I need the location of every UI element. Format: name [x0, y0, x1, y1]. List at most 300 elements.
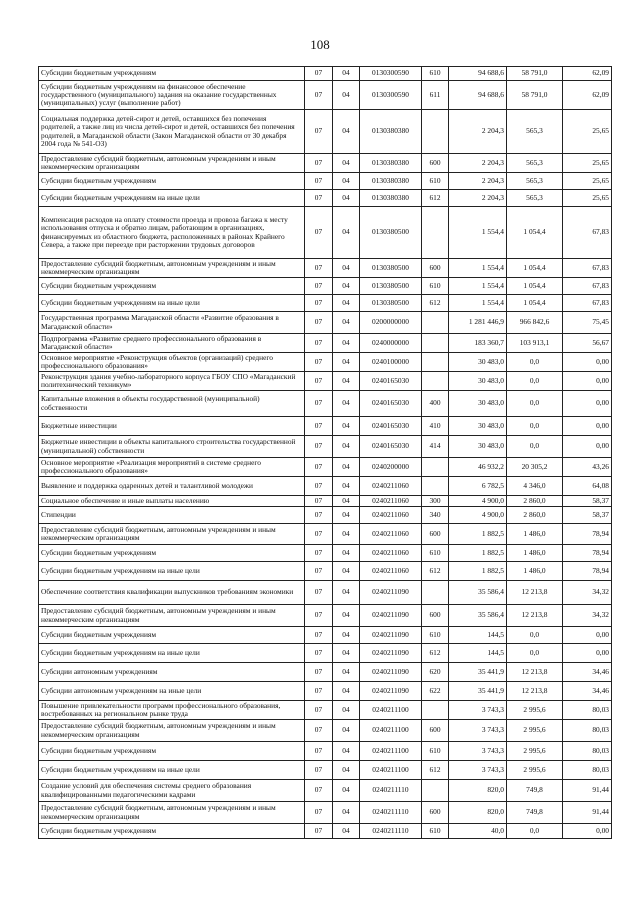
table-row — [39, 190, 612, 207]
section-code-cell: 07 — [305, 780, 333, 802]
target-article-cell: 0130300590 — [360, 67, 422, 81]
section-code-cell: 07 — [305, 417, 333, 436]
plan-amount-cell: 35 586,4 — [449, 605, 507, 627]
actual-amount-cell: 12 213,8 — [507, 581, 563, 605]
actual-amount-cell: 565,3 — [507, 190, 563, 207]
section-code-cell: 07 — [305, 682, 333, 701]
plan-amount-cell: 2 204,3 — [449, 190, 507, 207]
section-code-cell: 07 — [305, 644, 333, 663]
table-row — [39, 312, 612, 334]
expense-type-cell: 612 — [422, 295, 449, 312]
execution-percent-cell: 78,94 — [563, 562, 612, 581]
plan-amount-cell: 40,0 — [449, 824, 507, 839]
actual-amount-cell: 1 486,0 — [507, 545, 563, 562]
subsection-code-cell: 04 — [333, 81, 360, 110]
actual-amount-cell: 749,8 — [507, 780, 563, 802]
subsection-code-cell: 04 — [333, 605, 360, 627]
subsection-code-cell: 04 — [333, 173, 360, 190]
expense-type-cell: 600 — [422, 524, 449, 545]
subsection-code-cell: 04 — [333, 663, 360, 682]
expense-type-cell — [422, 334, 449, 353]
table-row — [39, 545, 612, 562]
table-row — [39, 259, 612, 278]
execution-percent-cell: 91,44 — [563, 780, 612, 802]
execution-percent-cell: 56,67 — [563, 334, 612, 353]
section-code-cell: 07 — [305, 207, 333, 259]
row-name-cell: Выявление и поддержка одаренных детей и талантливой молодежи — [39, 477, 305, 496]
table-row — [39, 780, 612, 802]
row-name-cell: Компенсация расходов на оплату стоимости проезда и провоза багажа к месту использования отпуска и обратно лицам, работающим в организациях, финансируемых из областного бюджета, расположенных в районах Крайнего Севера, а также при переезде при расторжении трудовых договоров — [39, 207, 305, 259]
table-row — [39, 663, 612, 682]
plan-amount-cell: 3 743,3 — [449, 761, 507, 780]
expense-type-cell — [422, 372, 449, 391]
row-name-cell: Субсидии бюджетным учреждениям — [39, 742, 305, 761]
execution-percent-cell: 80,03 — [563, 742, 612, 761]
expense-type-cell: 400 — [422, 391, 449, 417]
subsection-code-cell: 04 — [333, 507, 360, 524]
section-code-cell: 07 — [305, 562, 333, 581]
section-code-cell: 07 — [305, 278, 333, 295]
row-name-cell: Предоставление субсидий бюджетным, автономным учреждениям и иным некоммерческим организациям — [39, 720, 305, 742]
expense-type-cell: 610 — [422, 278, 449, 295]
execution-percent-cell: 62,09 — [563, 67, 612, 81]
execution-percent-cell: 67,83 — [563, 295, 612, 312]
expense-type-cell: 600 — [422, 720, 449, 742]
execution-percent-cell: 64,08 — [563, 477, 612, 496]
table-row — [39, 581, 612, 605]
subsection-code-cell: 04 — [333, 353, 360, 372]
table-row — [39, 173, 612, 190]
plan-amount-cell: 4 900,0 — [449, 496, 507, 507]
plan-amount-cell: 144,5 — [449, 627, 507, 644]
actual-amount-cell: 58 791,0 — [507, 67, 563, 81]
plan-amount-cell: 1 554,4 — [449, 278, 507, 295]
section-code-cell: 07 — [305, 67, 333, 81]
row-name-cell: Субсидии бюджетным учреждениям — [39, 173, 305, 190]
section-code-cell: 07 — [305, 627, 333, 644]
subsection-code-cell: 04 — [333, 720, 360, 742]
actual-amount-cell: 1 486,0 — [507, 524, 563, 545]
actual-amount-cell: 966 842,6 — [507, 312, 563, 334]
plan-amount-cell: 4 900,0 — [449, 507, 507, 524]
section-code-cell: 07 — [305, 507, 333, 524]
plan-amount-cell: 30 483,0 — [449, 353, 507, 372]
execution-percent-cell: 25,65 — [563, 190, 612, 207]
actual-amount-cell: 103 913,1 — [507, 334, 563, 353]
expense-type-cell: 610 — [422, 742, 449, 761]
target-article-cell: 0240211060 — [360, 524, 422, 545]
row-name-cell: Предоставление субсидий бюджетным, автономным учреждениям и иным некоммерческим организациям — [39, 259, 305, 278]
table-row — [39, 562, 612, 581]
expense-type-cell: 340 — [422, 507, 449, 524]
subsection-code-cell: 04 — [333, 312, 360, 334]
plan-amount-cell: 94 688,6 — [449, 67, 507, 81]
plan-amount-cell: 6 782,5 — [449, 477, 507, 496]
subsection-code-cell: 04 — [333, 436, 360, 458]
row-name-cell: Предоставление субсидий бюджетным, автономным учреждениям и иным некоммерческим организациям — [39, 802, 305, 824]
plan-amount-cell: 2 204,3 — [449, 110, 507, 154]
actual-amount-cell: 12 213,8 — [507, 663, 563, 682]
section-code-cell: 07 — [305, 581, 333, 605]
row-name-cell: Обеспечение соответствия квалификации выпускников требованиям экономики — [39, 581, 305, 605]
row-name-cell: Государственная программа Магаданской области «Развитие образования в Магаданской области» — [39, 312, 305, 334]
budget-table — [38, 66, 612, 839]
plan-amount-cell: 820,0 — [449, 802, 507, 824]
subsection-code-cell: 04 — [333, 458, 360, 477]
section-code-cell: 07 — [305, 824, 333, 839]
section-code-cell: 07 — [305, 190, 333, 207]
subsection-code-cell: 04 — [333, 67, 360, 81]
section-code-cell: 07 — [305, 353, 333, 372]
target-article-cell: 0130380500 — [360, 259, 422, 278]
row-name-cell: Субсидии бюджетным учреждениям на иные цели — [39, 761, 305, 780]
execution-percent-cell: 43,26 — [563, 458, 612, 477]
table-row — [39, 507, 612, 524]
row-name-cell: Субсидии автономным учреждениям — [39, 663, 305, 682]
plan-amount-cell: 46 932,2 — [449, 458, 507, 477]
execution-percent-cell: 67,83 — [563, 278, 612, 295]
row-name-cell: Бюджетные инвестиции — [39, 417, 305, 436]
actual-amount-cell: 12 213,8 — [507, 605, 563, 627]
target-article-cell: 0130300590 — [360, 81, 422, 110]
actual-amount-cell: 0,0 — [507, 436, 563, 458]
execution-percent-cell: 78,94 — [563, 524, 612, 545]
expense-type-cell: 611 — [422, 81, 449, 110]
row-name-cell: Основное мероприятие «Реализация мероприятий в системе среднего профессионального образования» — [39, 458, 305, 477]
execution-percent-cell: 25,65 — [563, 154, 612, 173]
execution-percent-cell: 75,45 — [563, 312, 612, 334]
execution-percent-cell: 25,65 — [563, 173, 612, 190]
table-row — [39, 682, 612, 701]
target-article-cell: 0130380380 — [360, 154, 422, 173]
expense-type-cell — [422, 312, 449, 334]
target-article-cell: 0240211060 — [360, 477, 422, 496]
section-code-cell: 07 — [305, 334, 333, 353]
row-name-cell: Субсидии бюджетным учреждениям на иные цели — [39, 562, 305, 581]
actual-amount-cell: 2 995,6 — [507, 701, 563, 720]
actual-amount-cell: 2 995,6 — [507, 720, 563, 742]
target-article-cell: 0240211100 — [360, 761, 422, 780]
table-row — [39, 644, 612, 663]
execution-percent-cell: 62,09 — [563, 81, 612, 110]
row-name-cell: Предоставление субсидий бюджетным, автономным учреждениям и иным некоммерческим организациям — [39, 154, 305, 173]
section-code-cell: 07 — [305, 545, 333, 562]
table-row — [39, 207, 612, 259]
plan-amount-cell: 3 743,3 — [449, 742, 507, 761]
section-code-cell: 07 — [305, 110, 333, 154]
expense-type-cell: 610 — [422, 67, 449, 81]
row-name-cell: Основное мероприятие «Реконструкция объектов (организаций) среднего профессионального образования» — [39, 353, 305, 372]
execution-percent-cell: 58,37 — [563, 496, 612, 507]
section-code-cell: 07 — [305, 259, 333, 278]
actual-amount-cell: 0,0 — [507, 644, 563, 663]
target-article-cell: 0130380500 — [360, 207, 422, 259]
execution-percent-cell: 58,37 — [563, 507, 612, 524]
section-code-cell: 07 — [305, 312, 333, 334]
target-article-cell: 0130380500 — [360, 295, 422, 312]
row-name-cell: Стипендии — [39, 507, 305, 524]
actual-amount-cell: 20 305,2 — [507, 458, 563, 477]
section-code-cell: 07 — [305, 81, 333, 110]
target-article-cell: 0240211090 — [360, 605, 422, 627]
target-article-cell: 0240211060 — [360, 496, 422, 507]
section-code-cell: 07 — [305, 173, 333, 190]
plan-amount-cell: 30 483,0 — [449, 417, 507, 436]
row-name-cell: Реконструкция здания учебно-лабораторного корпуса ГБОУ СПО «Магаданский политехнический техникум» — [39, 372, 305, 391]
subsection-code-cell: 04 — [333, 581, 360, 605]
execution-percent-cell: 78,94 — [563, 545, 612, 562]
target-article-cell: 0240165030 — [360, 417, 422, 436]
actual-amount-cell: 0,0 — [507, 824, 563, 839]
plan-amount-cell: 1 882,5 — [449, 545, 507, 562]
subsection-code-cell: 04 — [333, 802, 360, 824]
subsection-code-cell: 04 — [333, 295, 360, 312]
section-code-cell: 07 — [305, 524, 333, 545]
subsection-code-cell: 04 — [333, 190, 360, 207]
actual-amount-cell: 565,3 — [507, 154, 563, 173]
plan-amount-cell: 1 882,5 — [449, 562, 507, 581]
subsection-code-cell: 04 — [333, 372, 360, 391]
target-article-cell: 0240000000 — [360, 334, 422, 353]
subsection-code-cell: 04 — [333, 824, 360, 839]
actual-amount-cell: 565,3 — [507, 173, 563, 190]
plan-amount-cell: 3 743,3 — [449, 701, 507, 720]
expense-type-cell: 600 — [422, 802, 449, 824]
execution-percent-cell: 0,00 — [563, 627, 612, 644]
row-name-cell: Субсидии бюджетным учреждениям — [39, 824, 305, 839]
expense-type-cell: 610 — [422, 545, 449, 562]
expense-type-cell: 410 — [422, 417, 449, 436]
actual-amount-cell: 2 860,0 — [507, 496, 563, 507]
subsection-code-cell: 04 — [333, 207, 360, 259]
row-name-cell: Субсидии бюджетным учреждениям — [39, 627, 305, 644]
row-name-cell: Бюджетные инвестиции в объекты капитального строительства государственной (муниципальной) собственности — [39, 436, 305, 458]
plan-amount-cell: 35 441,9 — [449, 682, 507, 701]
subsection-code-cell: 04 — [333, 644, 360, 663]
section-code-cell: 07 — [305, 663, 333, 682]
page-number: 108 — [310, 37, 330, 52]
expense-type-cell: 612 — [422, 761, 449, 780]
table-row — [39, 802, 612, 824]
plan-amount-cell: 183 360,7 — [449, 334, 507, 353]
execution-percent-cell: 34,46 — [563, 682, 612, 701]
actual-amount-cell: 1 486,0 — [507, 562, 563, 581]
actual-amount-cell: 1 054,4 — [507, 278, 563, 295]
section-code-cell: 07 — [305, 701, 333, 720]
plan-amount-cell: 2 204,3 — [449, 154, 507, 173]
execution-percent-cell: 80,03 — [563, 701, 612, 720]
table-row — [39, 81, 612, 110]
section-code-cell: 07 — [305, 496, 333, 507]
table-row — [39, 742, 612, 761]
plan-amount-cell: 144,5 — [449, 644, 507, 663]
target-article-cell: 0130380380 — [360, 173, 422, 190]
expense-type-cell: 610 — [422, 173, 449, 190]
expense-type-cell — [422, 477, 449, 496]
section-code-cell: 07 — [305, 720, 333, 742]
table-row — [39, 67, 612, 81]
plan-amount-cell: 2 204,3 — [449, 173, 507, 190]
expense-type-cell: 300 — [422, 496, 449, 507]
execution-percent-cell: 0,00 — [563, 353, 612, 372]
table-row — [39, 761, 612, 780]
subsection-code-cell: 04 — [333, 334, 360, 353]
expense-type-cell — [422, 207, 449, 259]
actual-amount-cell: 2 995,6 — [507, 742, 563, 761]
expense-type-cell: 612 — [422, 644, 449, 663]
target-article-cell: 0240211110 — [360, 780, 422, 802]
target-article-cell: 0240200000 — [360, 458, 422, 477]
actual-amount-cell: 0,0 — [507, 391, 563, 417]
section-code-cell: 07 — [305, 802, 333, 824]
actual-amount-cell: 0,0 — [507, 627, 563, 644]
row-name-cell: Субсидии бюджетным учреждениям на иные цели — [39, 295, 305, 312]
subsection-code-cell: 04 — [333, 701, 360, 720]
actual-amount-cell: 2 995,6 — [507, 761, 563, 780]
expense-type-cell: 610 — [422, 824, 449, 839]
subsection-code-cell: 04 — [333, 496, 360, 507]
execution-percent-cell: 0,00 — [563, 436, 612, 458]
target-article-cell: 0240211100 — [360, 720, 422, 742]
row-name-cell: Субсидии бюджетным учреждениям на иные цели — [39, 644, 305, 663]
subsection-code-cell: 04 — [333, 545, 360, 562]
subsection-code-cell: 04 — [333, 562, 360, 581]
subsection-code-cell: 04 — [333, 761, 360, 780]
row-name-cell: Социальное обеспечение и иные выплаты населению — [39, 496, 305, 507]
actual-amount-cell: 1 054,4 — [507, 259, 563, 278]
actual-amount-cell: 12 213,8 — [507, 682, 563, 701]
target-article-cell: 0130380380 — [360, 110, 422, 154]
expense-type-cell: 414 — [422, 436, 449, 458]
target-article-cell: 0240211090 — [360, 581, 422, 605]
section-code-cell: 07 — [305, 605, 333, 627]
target-article-cell: 0200000000 — [360, 312, 422, 334]
row-name-cell: Подпрограмма «Развитие среднего профессионального образования в Магаданской области» — [39, 334, 305, 353]
table-row — [39, 110, 612, 154]
execution-percent-cell: 91,44 — [563, 802, 612, 824]
target-article-cell: 0240165030 — [360, 436, 422, 458]
section-code-cell: 07 — [305, 391, 333, 417]
plan-amount-cell: 1 554,4 — [449, 207, 507, 259]
table-row — [39, 372, 612, 391]
row-name-cell: Социальная поддержка детей-сирот и детей, оставшихся без попечения родителей, а также лиц из числа детей-сирот и детей, оставшихся без попечения родителей, в Магаданской области (Закон Магаданской области от 30 декабря 2004 года № 541-ОЗ) — [39, 110, 305, 154]
row-name-cell: Повышение привлекательности программ профессионального образования, востребованных на региональном рынке труда — [39, 701, 305, 720]
row-name-cell: Субсидии автономным учреждениям на иные цели — [39, 682, 305, 701]
actual-amount-cell: 1 054,4 — [507, 207, 563, 259]
table-row — [39, 417, 612, 436]
target-article-cell: 0240211060 — [360, 507, 422, 524]
execution-percent-cell: 80,03 — [563, 761, 612, 780]
table-row — [39, 605, 612, 627]
table-row — [39, 496, 612, 507]
target-article-cell: 0240100000 — [360, 353, 422, 372]
table-row — [39, 436, 612, 458]
expense-type-cell — [422, 581, 449, 605]
plan-amount-cell: 1 882,5 — [449, 524, 507, 545]
subsection-code-cell: 04 — [333, 154, 360, 173]
subsection-code-cell: 04 — [333, 259, 360, 278]
target-article-cell: 0240211090 — [360, 682, 422, 701]
subsection-code-cell: 04 — [333, 524, 360, 545]
section-code-cell: 07 — [305, 458, 333, 477]
expense-type-cell: 600 — [422, 605, 449, 627]
actual-amount-cell: 0,0 — [507, 417, 563, 436]
target-article-cell: 0240211090 — [360, 663, 422, 682]
expense-type-cell: 612 — [422, 562, 449, 581]
expense-type-cell — [422, 701, 449, 720]
target-article-cell: 0240165030 — [360, 391, 422, 417]
section-code-cell: 07 — [305, 154, 333, 173]
execution-percent-cell: 80,03 — [563, 720, 612, 742]
execution-percent-cell: 34,32 — [563, 605, 612, 627]
subsection-code-cell: 04 — [333, 627, 360, 644]
table-row — [39, 353, 612, 372]
expense-type-cell: 600 — [422, 154, 449, 173]
execution-percent-cell: 0,00 — [563, 372, 612, 391]
plan-amount-cell: 35 586,4 — [449, 581, 507, 605]
expense-type-cell: 600 — [422, 259, 449, 278]
plan-amount-cell: 1 554,4 — [449, 295, 507, 312]
plan-amount-cell: 94 688,6 — [449, 81, 507, 110]
row-name-cell: Субсидии бюджетным учреждениям — [39, 545, 305, 562]
table-row — [39, 524, 612, 545]
plan-amount-cell: 35 441,9 — [449, 663, 507, 682]
section-code-cell: 07 — [305, 477, 333, 496]
subsection-code-cell: 04 — [333, 110, 360, 154]
actual-amount-cell: 4 346,0 — [507, 477, 563, 496]
expense-type-cell: 610 — [422, 627, 449, 644]
table-body — [39, 67, 612, 839]
row-name-cell: Субсидии бюджетным учреждениям — [39, 278, 305, 295]
plan-amount-cell: 1 554,4 — [449, 259, 507, 278]
expense-type-cell — [422, 110, 449, 154]
actual-amount-cell: 2 860,0 — [507, 507, 563, 524]
plan-amount-cell: 1 281 446,9 — [449, 312, 507, 334]
subsection-code-cell: 04 — [333, 417, 360, 436]
target-article-cell: 0240211100 — [360, 701, 422, 720]
execution-percent-cell: 34,32 — [563, 581, 612, 605]
section-code-cell: 07 — [305, 742, 333, 761]
execution-percent-cell: 67,83 — [563, 207, 612, 259]
subsection-code-cell: 04 — [333, 742, 360, 761]
table-row — [39, 627, 612, 644]
target-article-cell: 0130380500 — [360, 278, 422, 295]
row-name-cell: Субсидии бюджетным учреждениям — [39, 67, 305, 81]
section-code-cell: 07 — [305, 372, 333, 391]
row-name-cell: Создание условий для обеспечения системы среднего образования квалифицированными педагогическими кадрами — [39, 780, 305, 802]
section-code-cell: 07 — [305, 295, 333, 312]
subsection-code-cell: 04 — [333, 682, 360, 701]
actual-amount-cell: 565,3 — [507, 110, 563, 154]
subsection-code-cell: 04 — [333, 278, 360, 295]
actual-amount-cell: 749,8 — [507, 802, 563, 824]
target-article-cell: 0130380380 — [360, 190, 422, 207]
target-article-cell: 0240211090 — [360, 627, 422, 644]
target-article-cell: 0240211090 — [360, 644, 422, 663]
execution-percent-cell: 0,00 — [563, 417, 612, 436]
expense-type-cell: 622 — [422, 682, 449, 701]
plan-amount-cell: 30 483,0 — [449, 372, 507, 391]
target-article-cell: 0240211110 — [360, 802, 422, 824]
execution-percent-cell: 0,00 — [563, 824, 612, 839]
plan-amount-cell: 820,0 — [449, 780, 507, 802]
table-row — [39, 720, 612, 742]
execution-percent-cell: 67,83 — [563, 259, 612, 278]
execution-percent-cell: 25,65 — [563, 110, 612, 154]
subsection-code-cell: 04 — [333, 780, 360, 802]
table-row — [39, 458, 612, 477]
subsection-code-cell: 04 — [333, 391, 360, 417]
